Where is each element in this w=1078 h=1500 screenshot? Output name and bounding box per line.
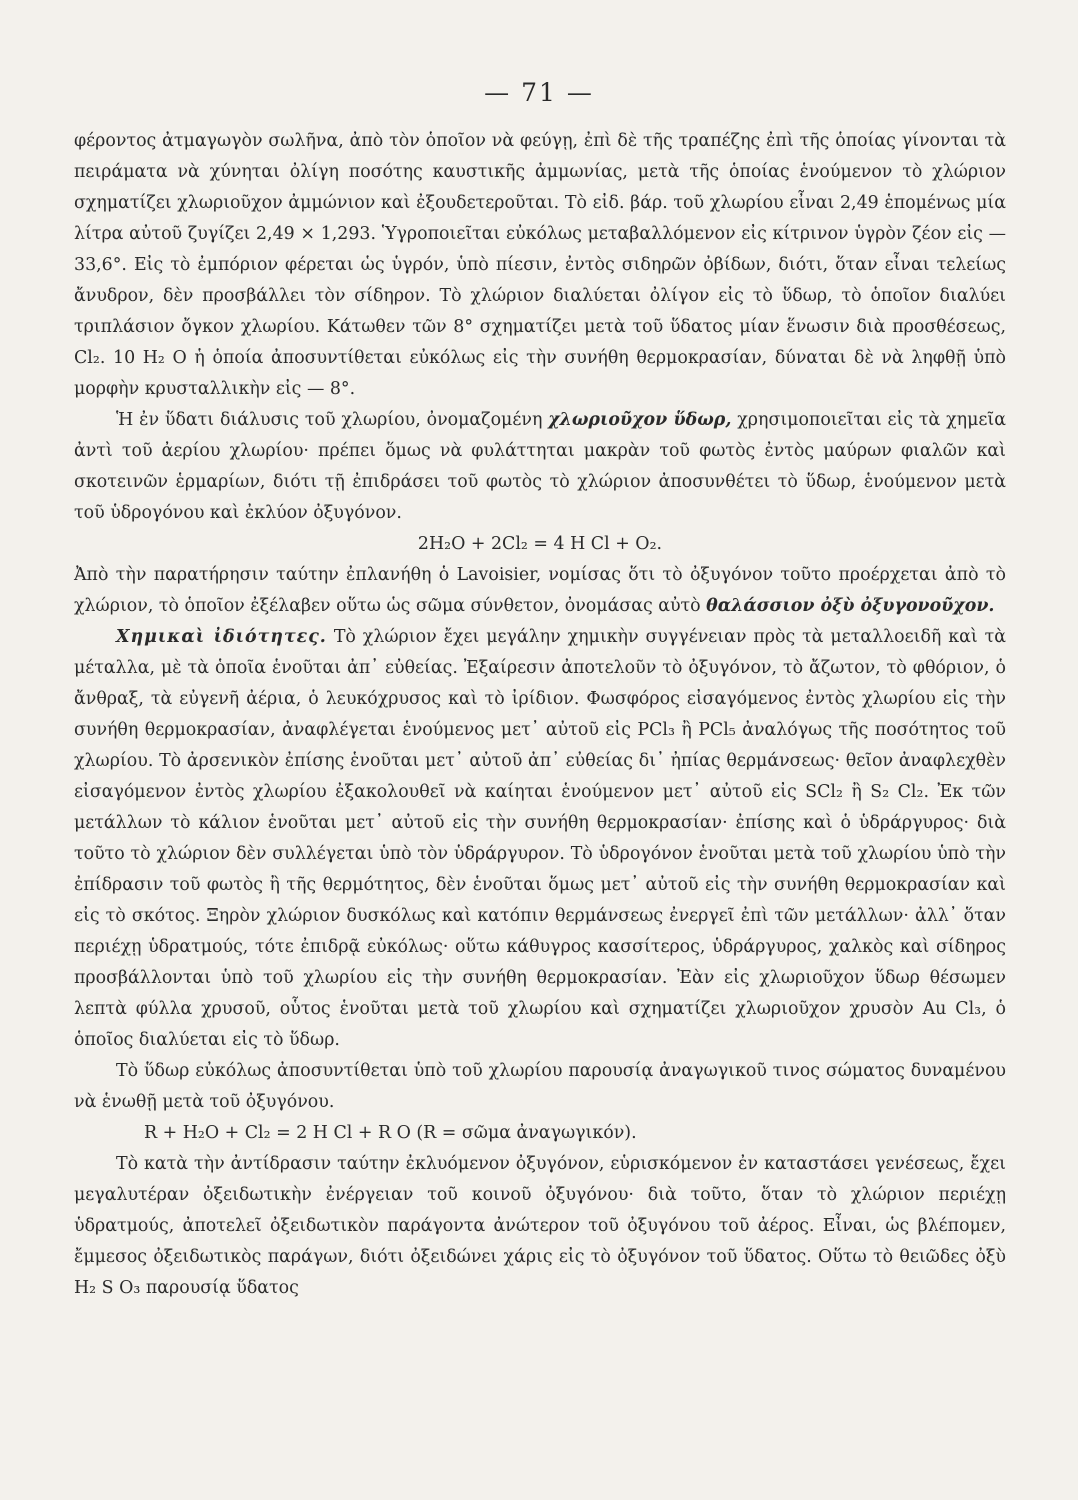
paragraph-water-decomposition: Τὸ ὕδωρ εὐκόλως ἀποσυντίθεται ὑπὸ τοῦ χλωρίου παρουσίᾳ ἀναγωγικοῦ τινος σώματος δυναμένου νὰ ἑνωθῇ μετὰ τοῦ ὀξυγόνου. <box>74 1061 1006 1112</box>
document-body <box>74 126 1006 1304</box>
paragraph-chlorine-water <box>74 405 1006 529</box>
section-heading-chemical-properties: Χημικαὶ ἰδιότητες. <box>116 627 327 647</box>
paragraph-chemical-properties <box>74 622 1006 1056</box>
paragraph-lavoisier <box>74 560 1006 622</box>
paragraph-storage-properties: φέροντος ἀτμαγωγὸν σωλῆνα, ἀπὸ τὸν ὁποῖον νὰ φεύγῃ, ἐπὶ δὲ τῆς τραπέζης ἐπὶ τῆς ὁποίας γίνονται τὰ πειράματα νὰ χύνηται ὀλίγη ποσότης καυστικῆς ἀμμωνίας, μετὰ τῆς ὁποίας ἑνούμενον τὸ χλώριον σχηματίζει χλωριοῦχον ἀμμώνιον καὶ ἐξουδετεροῦται. Τὸ εἰδ. βάρ. τοῦ χλωρίου εἶναι 2,49 ἑπομένως μία λίτρα αὐτοῦ ζυγίζει 2,49 × 1,293. Ὑγροποιεῖται εὐκόλως μεταβαλλόμενον εἰς κίτρινον ὑγρὸν ζέον εἰς — 33,6°. Εἰς τὸ ἐμπόριον φέρεται ὡς ὑγρόν, ὑπὸ πίεσιν, ἐντὸς σιδηρῶν ὀβίδων, διότι, ὅταν εἶναι τελείως ἄνυδρον, δὲν προσβάλλει τὸν σίδηρον. Τὸ χλώριον διαλύεται ὀλίγον εἰς τὸ ὕδωρ, τὸ ὁποῖον διαλύει τριπλάσιον ὄγκον χλωρίου. Κάτωθεν τῶν 8° σχηματίζει μετὰ τοῦ ὕδατος μίαν ἕνωσιν διὰ προσθέσεως, Cl₂. 10 H₂ O ἡ ὁποία ἀποσυντίθεται εὐκόλως εἰς τὴν συνήθη θερμοκρασίαν, δύναται δὲ νὰ ληφθῇ ὑπὸ μορφὴν κρυσταλλικὴν εἰς — 8°. <box>74 131 1006 399</box>
equation-reducing-agent: R + H₂O + Cl₂ = 2 H Cl + R O (R = σῶμα ἀναγωγικόν). <box>144 1123 637 1143</box>
paragraph-text: Ἡ ἐν ὕδατι διάλυσις τοῦ χλωρίου, ὀνομαζομένη <box>116 410 543 430</box>
paragraph-oxidizing-action: Τὸ κατὰ τὴν ἀντίδρασιν ταύτην ἐκλυόμενον ὀξυγόνον, εὑρισκόμενον ἐν καταστάσει γενέσεως, ἔχει μεγαλυτέραν ὀξειδωτικὴν ἐνέργειαν τοῦ κοινοῦ ὀξυγόνου· διὰ τοῦτο, ὅταν τὸ χλώριον περιέχῃ ὑδρατμούς, ἀποτελεῖ ὀξειδωτικὸν παράγοντα ἀνώτερον τοῦ ὀξυγόνου τοῦ ἀέρος. Εἶναι, ὡς βλέπομεν, ἔμμεσος ὀξειδωτικὸς παράγων, διότι ὀξειδώνει χάρις εἰς τὸ ὀξυγόνον τοῦ ὕδατος. Οὕτω τὸ θειῶδες ὀξὺ H₂ S O₃ παρουσίᾳ ὕδατος <box>74 1154 1006 1298</box>
paragraph-text: Τὸ χλώριον ἔχει μεγάλην χημικὴν συγγένειαν πρὸς τὰ μεταλλοειδῆ καὶ τὰ μέταλλα, μὲ τὰ ὁποῖα ἑνοῦται ἀπ᾽ εὐθείας. Ἐξαίρεσιν ἀποτελοῦν τὸ ὀξυγόνον, τὸ ἄζωτον, τὸ φθόριον, ὁ ἄνθραξ, τὰ εὐγενῆ ἀέρια, ὁ λευκόχρυσος καὶ τὸ ἰρίδιον. Φωσφόρος εἰσαγόμενος ἐντὸς χλωρίου εἰς τὴν συνήθη θερμοκρασίαν, ἀναφλέγεται ἑνούμενος μετ᾽ αὐτοῦ εἰς PCl₃ ἢ PCl₅ ἀναλόγως τῆς ποσότητος τοῦ χλωρίου. Τὸ ἀρσενικὸν ἐπίσης ἑνοῦται μετ᾽ αὐτοῦ ἀπ᾽ εὐθείας δι᾽ ἠπίας θερμάνσεως· θεῖον ἀναφλεχθὲν εἰσαγόμενον ἐντὸς χλωρίου ἐξακολουθεῖ νὰ καίηται ἑνούμενον μετ᾽ αὐτοῦ εἰς SCl₂ ἢ S₂ Cl₂. Ἐκ τῶν μετάλλων τὸ κάλιον ἑνοῦται μετ᾽ αὐτοῦ εἰς τὴν συνήθη θερμοκρασίαν· ἐπίσης καὶ ὁ ὑδράργυρος· διὰ τοῦτο τὸ χλώριον δὲν συλλέγεται ὑπὸ τὸν ὑδράργυρον. Τὸ ὑδρογόνον ἑνοῦται μετὰ τοῦ χλωρίου ὑπὸ τὴν ἐπίδρασιν τοῦ φωτὸς ἢ τῆς θερμότητος, δὲν ἑνοῦται ὅμως μετ᾽ αὐτοῦ εἰς τὴν συνήθη θερμοκρασίαν καὶ εἰς τὸ σκότος. Ξηρὸν χλώριον δυσκόλως καὶ κατόπιν θερμάνσεως ἐνεργεῖ ἐπὶ τῶν μετάλλων· ἀλλ᾽ ὅταν περιέχῃ ὑδρατμούς, τότε ἐπιδρᾷ εὐκόλως· οὕτω κάθυγρος κασσίτερος, ὑδράργυρος, χαλκὸς καὶ σίδηρος προσβάλλονται ὑπὸ τοῦ χλωρίου εἰς τὴν συνήθη θερμοκρασίαν. Ἐὰν εἰς χλωριοῦχον ὕδωρ θέσωμεν λεπτὰ φύλλα χρυσοῦ, οὗτος ἑνοῦται μετὰ τοῦ χλωρίου καὶ σχηματίζει χλωριοῦχον χρυσὸν Au Cl₃, ὁ ὁποῖος διαλύεται εἰς τὸ ὕδωρ. <box>74 627 1006 1050</box>
term-chlorine-water: χλωριοῦχον ὕδωρ, <box>548 410 732 430</box>
paragraph-text: χρησιμοποιεῖται εἰς τὰ χημεῖα ἀντὶ τοῦ ἀερίου χλωρίου· πρέπει ὅμως νὰ φυλάττηται μακρὰν τοῦ φωτὸς ἐντὸς μαύρων φιαλῶν καὶ σκοτεινῶν ἑρμαρίων, διότι τῇ ἐπιδράσει τοῦ φωτὸς τὸ χλώριον ἀποσυνθέτει τὸ ὕδωρ, ἑνούμενον μετὰ τοῦ ὑδρογόνου καὶ ἐκλύον ὀξυγόνον. <box>74 410 1006 523</box>
equation-water-decomposition: 2H₂O + 2Cl₂ = 4 H Cl + O₂. <box>417 534 663 554</box>
term-oxymuriatic-acid: θαλάσσιον ὀξὺ ὀξυγονοῦχον. <box>706 596 995 616</box>
paragraph-text: Ἀπὸ τὴν παρατήρησιν ταύτην ἐπλανήθη ὁ Lavoisier, νομίσας ὅτι τὸ ὀξυγόνον τοῦτο προέρχεται ἀπὸ τὸ χλώριον, τὸ ὁποῖον ἐξέλαβεν οὕτω ὡς σῶμα σύνθετον, ὀνομάσας αὐτὸ <box>74 565 1006 616</box>
page-number: — 71 — <box>484 78 594 107</box>
